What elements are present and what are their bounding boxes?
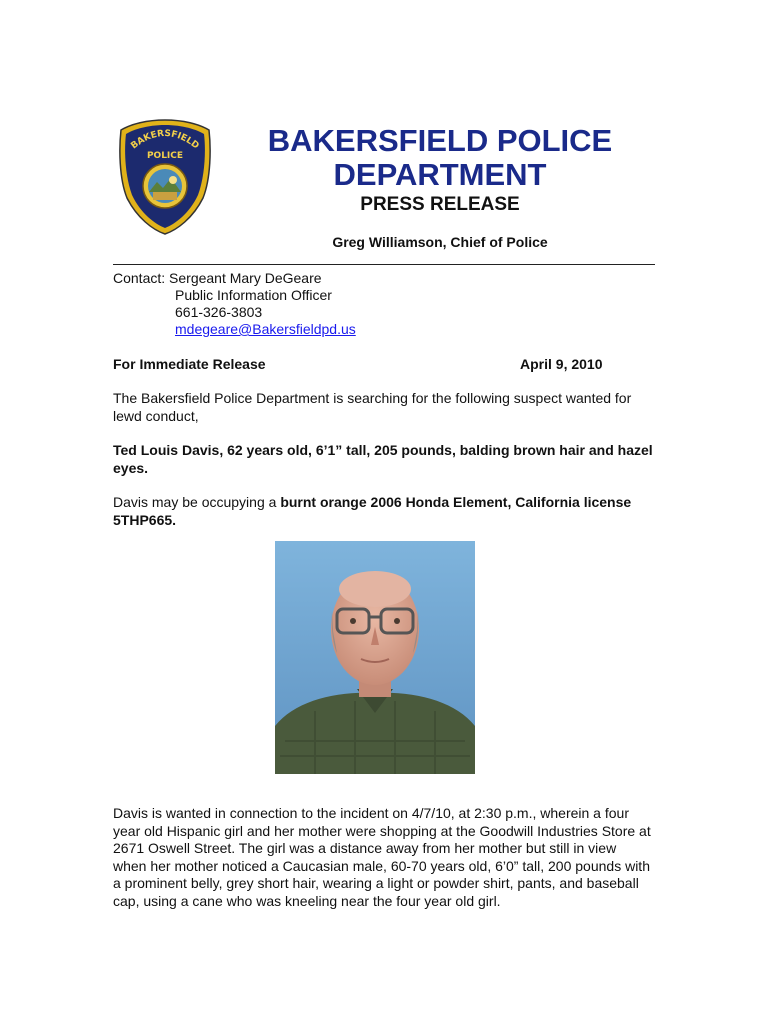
contact-title: Public Information Officer (175, 287, 332, 303)
incident-paragraph: Davis is wanted in connection to the incident on 4/7/10, at 2:30 p.m., wherein a four year old Hispanic girl and her mother were shopping at the Goodwill Industries Store at 2671 Oswell Street. The girl was a distance away from her mother but still in view when her mother noticed a Caucasian male, 60-70 years old, 6’0” tall, 200 pounds with a prominent belly, grey short hair, wearing a light or powder shirt, pants, and baseball cap, using a cane who was kneeling near the four year old girl. (113, 805, 651, 909)
press-release-heading: PRESS RELEASE (360, 194, 520, 215)
police-badge-logo (117, 118, 213, 236)
svg-text:POLICE: POLICE (146, 151, 184, 161)
department-title-line2: DEPARTMENT (333, 157, 547, 192)
svg-text:BAKERSFIELD: BAKERSFIELD (129, 128, 201, 152)
vehicle-paragraph (113, 494, 658, 529)
department-title-line1: BAKERSFIELD POLICE (267, 123, 613, 158)
release-label: For Immediate Release (113, 356, 266, 372)
divider-line (113, 264, 655, 265)
release-date: April 9, 2010 (520, 356, 603, 372)
suspect-photo (275, 541, 475, 774)
contact-email-link[interactable]: mdegeare@Bakersfieldpd.us (175, 321, 356, 337)
intro-paragraph: The Bakersfield Police Department is searching for the following suspect wanted for lewd conduct, (113, 390, 632, 424)
vehicle-prefix: Davis may be occupying a (113, 494, 281, 510)
chief-of-police: Greg Williamson, Chief of Police (332, 234, 548, 250)
contact-name: Contact: Sergeant Mary DeGeare (113, 270, 322, 286)
vehicle-details: burnt orange 2006 Honda Element, California license 5THP665. (113, 494, 632, 528)
suspect-description: Ted Louis Davis, 62 years old, 6’1” tall, 205 pounds, balding brown hair and hazel eyes. (113, 442, 653, 476)
contact-phone: 661-326-3803 (175, 304, 263, 320)
